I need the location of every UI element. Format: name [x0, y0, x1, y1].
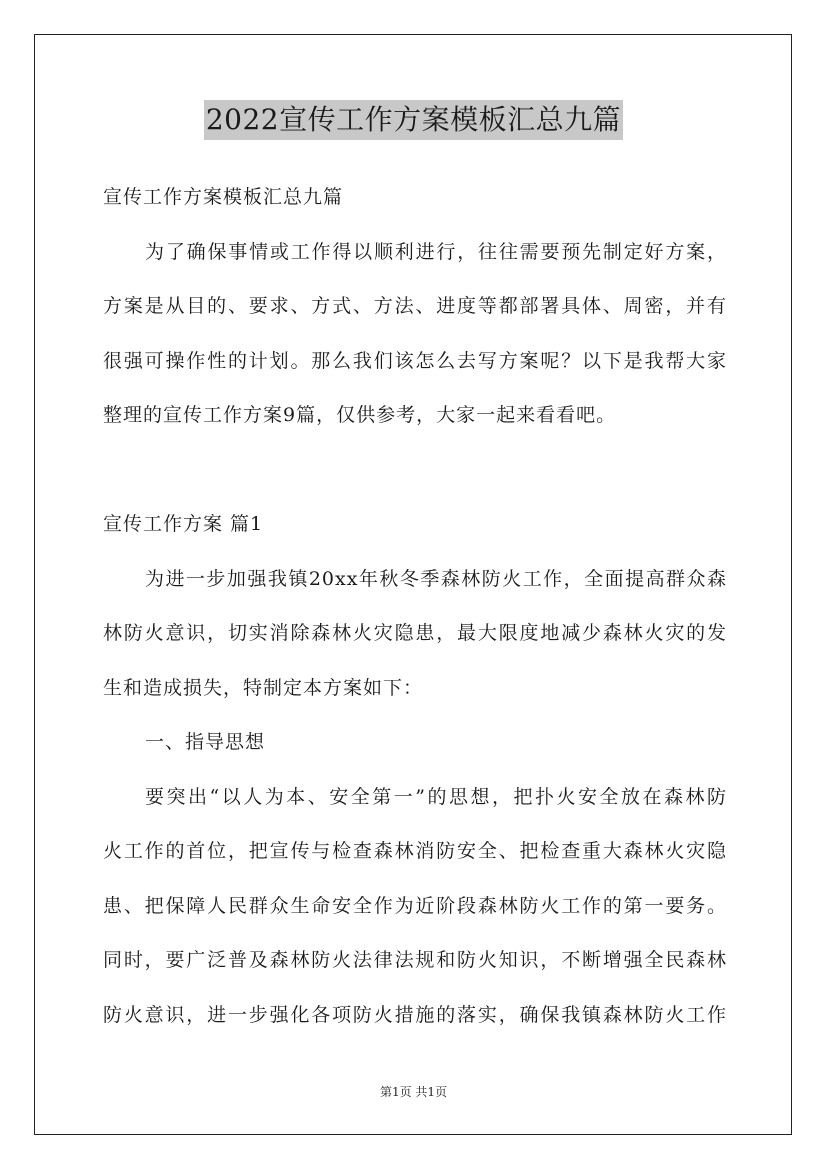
document-title: 2022宣传工作方案模板汇总九篇: [204, 100, 623, 140]
paragraph-line: 要突出“以人为本、安全第一”的思想，把扑火安全放在森林防: [145, 785, 727, 808]
paragraph-line: 整理的宣传工作方案9篇，仅供参考，大家一起来看看吧。: [103, 404, 617, 426]
page-footer: 第1页 共1页: [379, 1085, 448, 1099]
document-title-wrapper: [0, 100, 827, 140]
paragraph-line: 为了确保事情或工作得以顺利进行，往往需要预先制定好方案，: [145, 240, 727, 263]
paragraph-line: 林防火意识，切实消除森林火灾隐患，最大限度地减少森林火灾的发: [103, 622, 727, 644]
paragraph-line: 方案是从目的、要求、方式、方法、进度等都部署具体、周密，并有: [103, 295, 727, 317]
paragraph-line: 生和造成损失，特制定本方案如下：: [103, 676, 424, 699]
paragraph-line: 宣传工作方案模板汇总九篇: [103, 186, 344, 208]
paragraph-line: 防火意识，进一步强化各项防火措施的落实，确保我镇森林防火工作: [103, 1003, 727, 1026]
paragraph-line: 火工作的首位，把宣传与检查森林消防安全、把检查重大森林火灾隐: [103, 840, 727, 862]
paragraph-line: 一、指导思想: [145, 731, 266, 753]
paragraph-line: 宣传工作方案 篇1: [103, 513, 264, 535]
blank-line: [103, 443, 727, 498]
paragraph-line: 为进一步加强我镇20xx年秋冬季森林防火工作，全面提高群众森: [145, 567, 727, 590]
paragraph-line: 患、把保障人民群众生命安全作为近阶段森林防火工作的第一要务。: [103, 894, 727, 917]
document-body: [103, 170, 727, 1042]
paragraph-line: 同时，要广泛普及森林防火法律法规和防火知识，不断增强全民森林: [103, 949, 727, 971]
paragraph-line: 很强可操作性的计划。那么我们该怎么去写方案呢？以下是我帮大家: [103, 349, 727, 372]
